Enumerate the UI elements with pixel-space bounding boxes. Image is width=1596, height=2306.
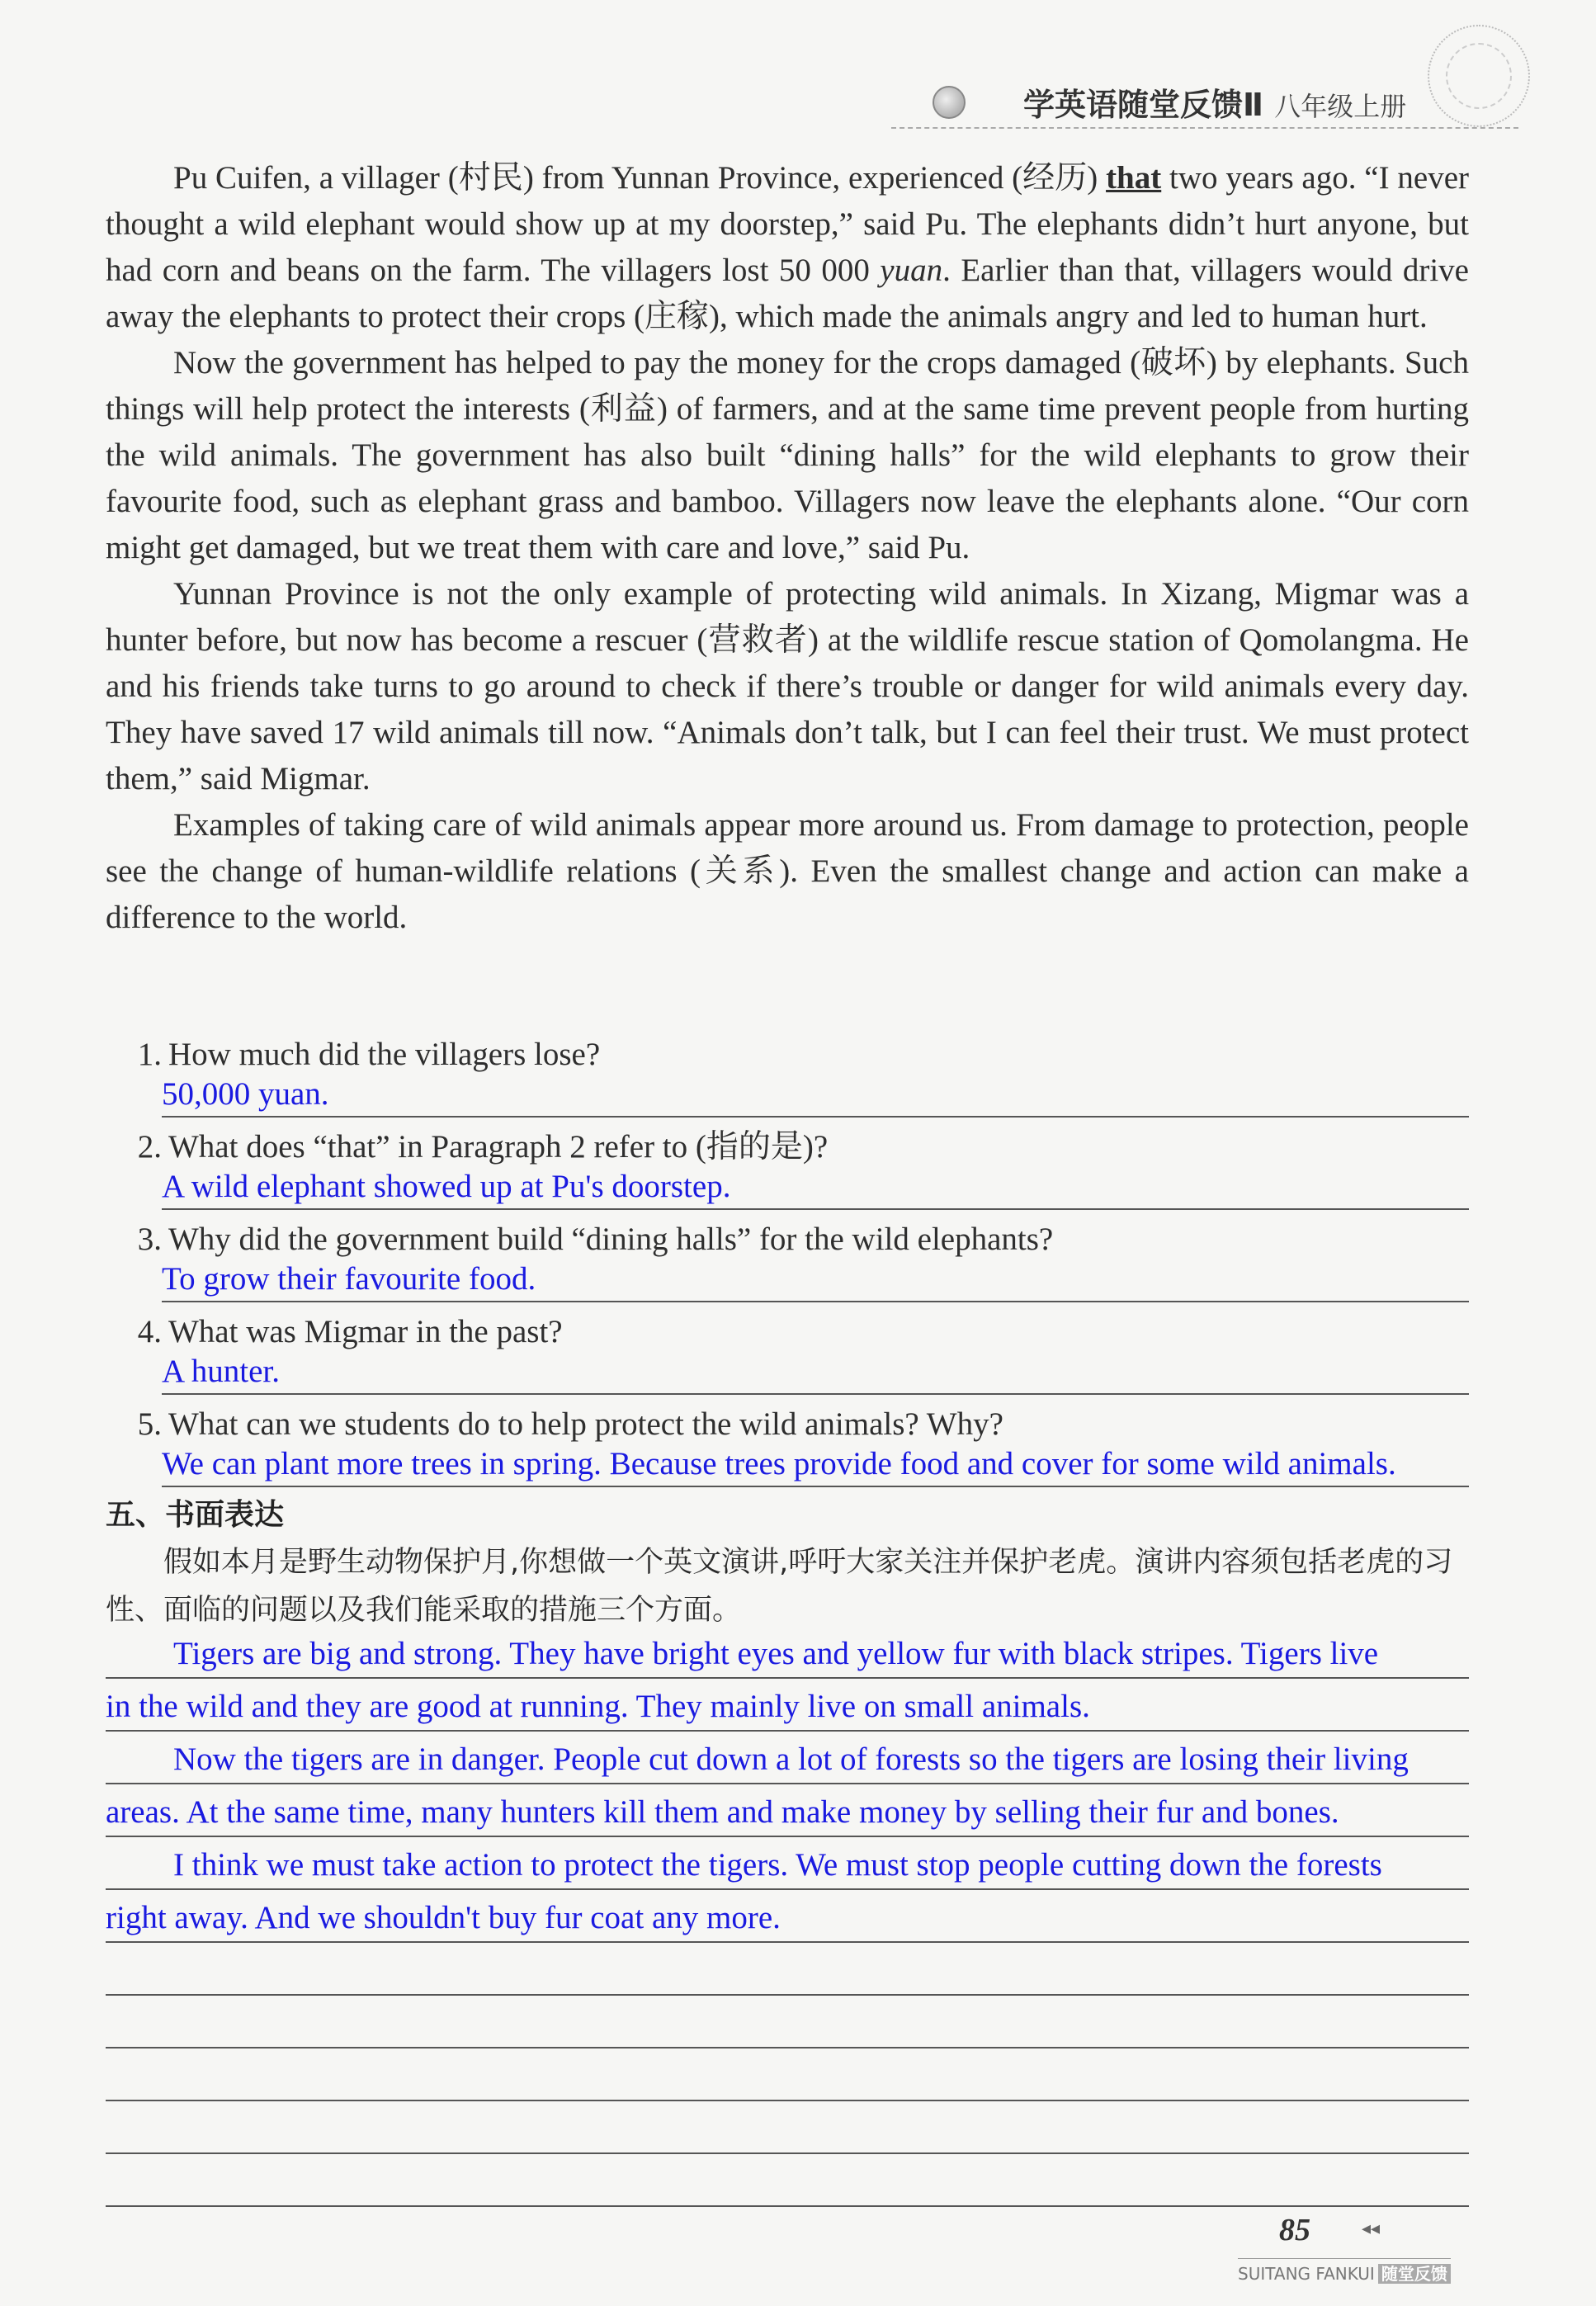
question-text xyxy=(106,1309,563,1355)
question-prompt: What can we students do to help protect the wild animals? Why? xyxy=(168,1406,1003,1442)
arrow-left-icon: ◂◂ xyxy=(1362,2219,1381,2239)
page-header xyxy=(891,73,1518,130)
question-text xyxy=(106,1401,1003,1448)
book-title-grade: 八年级上册 xyxy=(1274,91,1407,122)
writing-line[interactable] xyxy=(106,1943,1469,1996)
question-text xyxy=(106,1124,828,1170)
writing-line[interactable] xyxy=(106,1784,1469,1837)
passage-paragraph-4: Examples of taking care of wild animals appear more around us. From damage to protection, people see the change of human-wildlife relations (关系). Even the smallest change and action can make a difference to the world. xyxy=(106,807,1469,935)
writing-line[interactable] xyxy=(106,1732,1469,1784)
passage-paragraph-3: Yunnan Province is not the only example of protecting wild animals. In Xizang, Migmar was a hunter before, but now has become a rescuer (营救者) at the wildlife rescue station of Qomolangma. He and his friends take turns to go around to check if there’s trouble or danger for wild animals every day. They have saved 17 wild animals till now. “Animals don’t talk, but I can feel their trust. We must protect them,” said Migmar. xyxy=(106,576,1469,796)
question-number: 2. xyxy=(137,1129,162,1165)
passage-text-segment: yuan xyxy=(880,253,943,288)
book-title xyxy=(1023,79,1406,125)
writing-line[interactable] xyxy=(106,2048,1469,2101)
writing-text: right away. And we shouldn't buy fur coat any more. xyxy=(106,1900,781,1935)
passage-paragraph-2: Now the government has helped to pay the money for the crops damaged (破坏) by elephants. Such things will help protect the interests (利益) of farmers, and at the same time prevent people from hurting the wild animals. The government has also built “dining halls” for the wild elephants to grow their favourite food, such as elephant grass and bamboo. Villagers now leave the elephants alone. “Our corn might get damaged, but we treat them with care and love,” said Pu. xyxy=(106,345,1469,565)
question-list xyxy=(106,1032,1469,1494)
writing-line[interactable] xyxy=(106,2101,1469,2154)
flower-ornament-icon xyxy=(1428,25,1530,127)
passage-text-segment: that xyxy=(1106,160,1162,196)
question-number: 4. xyxy=(137,1314,162,1349)
question-number: 5. xyxy=(137,1406,162,1442)
question-text xyxy=(106,1217,1053,1263)
question-prompt: Why did the government build “dining halls” for the wild elephants? xyxy=(168,1222,1054,1257)
passage-paragraph-1 xyxy=(106,155,1469,340)
writing-line[interactable] xyxy=(106,1679,1469,1732)
writing-section xyxy=(106,1492,1476,1634)
footer-brand-en: SUITANG FANKUI xyxy=(1238,2264,1375,2284)
answer-text[interactable]: To grow their favourite food. xyxy=(162,1261,536,1297)
answer-text[interactable]: We can plant more trees in spring. Because trees provide food and cover for some wild animals. xyxy=(162,1446,1396,1481)
writing-text: in the wild and they are good at running. They mainly live on small animals. xyxy=(106,1689,1090,1724)
question-prompt: What does “that” in Paragraph 2 refer to (指的是)? xyxy=(168,1129,829,1165)
writing-text: areas. At the same time, many hunters kill them and make money by selling their fur and bones. xyxy=(106,1794,1339,1830)
writing-text: Now the tigers are in danger. People cut down a lot of forests so the tigers are losing their living xyxy=(173,1741,1409,1777)
writing-line[interactable] xyxy=(106,2154,1469,2207)
footer-brand xyxy=(1238,2258,1451,2285)
writing-line[interactable] xyxy=(106,1626,1469,1679)
book-title-main: 学英语随堂反馈Ⅱ xyxy=(1023,87,1264,123)
header-divider xyxy=(891,127,1518,129)
question-item xyxy=(106,1309,1469,1401)
answer-line xyxy=(162,1486,1469,1487)
passage-text-segment: . Earlier than that, villagers would drive away the elephants to protect their crops (庄稼), which made the animals angry and led to human hurt. xyxy=(106,253,1469,334)
reading-passage xyxy=(106,155,1469,941)
question-number: 1. xyxy=(137,1037,162,1072)
writing-text: I think we must take action to protect the tigers. We must stop people cutting down the forests xyxy=(173,1847,1382,1883)
question-item xyxy=(106,1217,1469,1309)
writing-rule xyxy=(106,2205,1469,2207)
question-prompt: How much did the villagers lose? xyxy=(168,1037,601,1072)
answer-text[interactable]: A wild elephant showed up at Pu's doorstep. xyxy=(162,1169,731,1204)
writing-text: Tigers are big and strong. They have bright eyes and yellow fur with black stripes. Tigers live xyxy=(173,1636,1379,1671)
writing-line[interactable] xyxy=(106,1837,1469,1890)
question-text xyxy=(106,1032,600,1078)
answer-line xyxy=(162,1116,1469,1118)
question-item xyxy=(106,1124,1469,1217)
answer-line xyxy=(162,1301,1469,1302)
writing-line[interactable] xyxy=(106,1996,1469,2048)
page-footer xyxy=(1238,2212,1510,2284)
answer-text[interactable]: A hunter. xyxy=(162,1354,280,1389)
passage-text-segment: Pu Cuifen, a villager (村民) from Yunnan Province, experienced (经历) xyxy=(173,160,1107,196)
question-number: 3. xyxy=(137,1222,162,1257)
footer-brand-cn: 随堂反馈 xyxy=(1378,2264,1451,2284)
writing-area[interactable] xyxy=(106,1626,1469,2207)
answer-text[interactable]: 50,000 yuan. xyxy=(162,1076,329,1112)
page-number: 85 xyxy=(1279,2213,1310,2247)
answer-line xyxy=(162,1393,1469,1395)
answer-line xyxy=(162,1208,1469,1210)
question-item xyxy=(106,1032,1469,1124)
section-heading: 五、书面表达 xyxy=(106,1498,285,1532)
writing-prompt: 假如本月是野生动物保护月,你想做一个英文演讲,呼吁大家关注并保护老虎。演讲内容须包括老虎的习性、面临的问题以及我们能采取的措施三个方面。 xyxy=(106,1546,1453,1627)
question-item xyxy=(106,1401,1469,1494)
bullet-icon xyxy=(933,86,966,119)
question-prompt: What was Migmar in the past? xyxy=(168,1314,563,1349)
writing-line[interactable] xyxy=(106,1890,1469,1943)
passage-text-segment: two years ago. “I never thought a wild elephant would show up at my doorstep,” said Pu. The elephants didn’t hurt anyone, but had corn and beans on the farm. The villagers lost 50 000 xyxy=(106,160,1469,288)
